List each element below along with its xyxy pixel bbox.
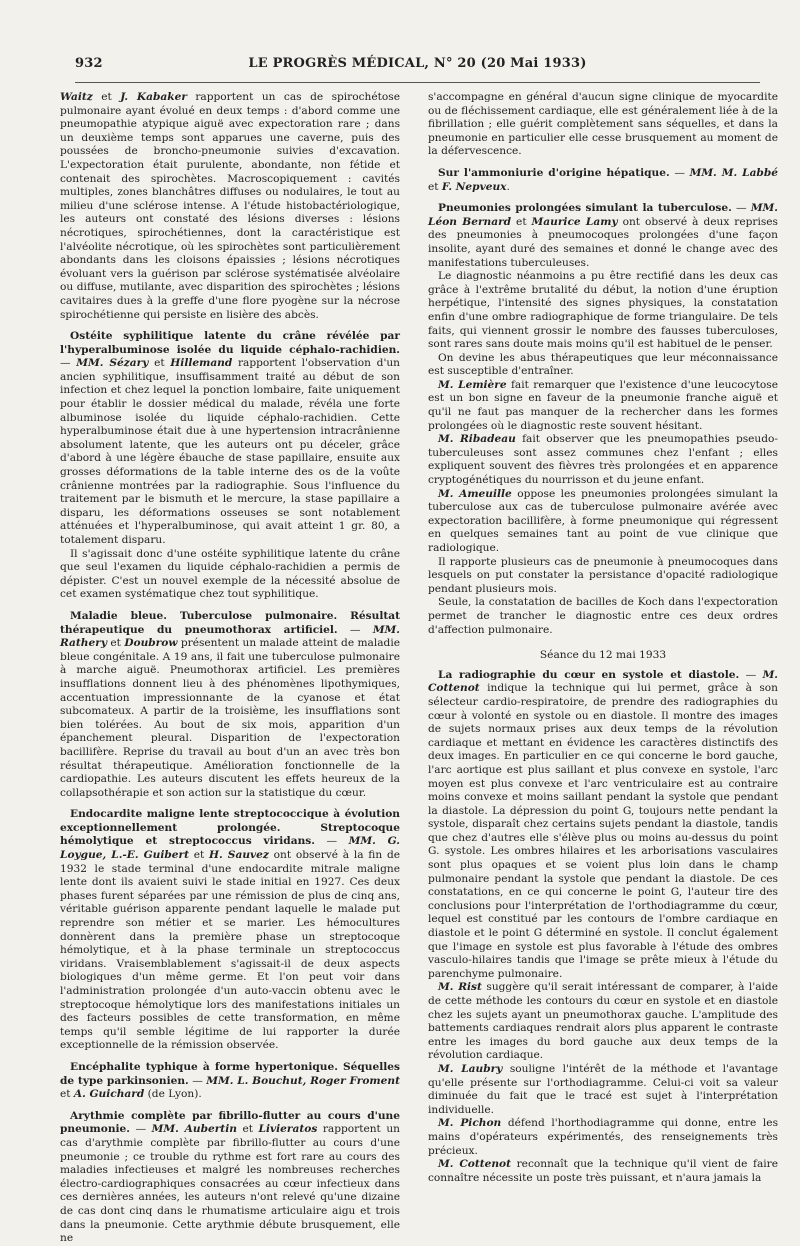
page-header (75, 56, 760, 76)
article-endocardite: Endocardite maligne lente streptococcique à évolution exceptionnellement prolongée. Streptocoque hémolytique et streptococcus viridans. — MM. G. Loygue, L.-E. Guibert et H. Sauvez ont observé à la fin de 1932 le stade terminal d'une endocardite mitrale maligne lente dont ils avaient suivi le stade initial en 1927. Ces deux phases furent séparées par une rémission de plus de cinq ans, véritable guérison apparente pendant laquelle le malade put reprendre son métier et se marier. Les hémocultures donnèrent dans la première phase un streptocoque hémolytique, et à la phase terminale un streptococcus viridans. Vraisemblablement s'agissait-il de deux aspects biologiques d'un même germe. Et l'on peut voir dans l'administration prolongée d'un auto-vaccin obtenu avec le streptocoque hémolytique lors des manifestations initiales un des facteurs possibles de cette transformation, en même temps qu'il semble légitime de lui rapporter la durée exceptionnelle de la rémission observée. (60, 808, 400, 1052)
article-heading: Ostéite syphilitique latente du crâne révélée par l'hyperalbuminose isolée du liquide céphalo-rachidien. (60, 330, 400, 356)
left-column (60, 91, 400, 1246)
article-heading: Arythmie complète par fibrillo-flutter au cours d'une pneumonie. (60, 1109, 400, 1136)
article-heading: Sur l'ammoniurie d'origine hépatique. (438, 166, 670, 179)
paragraph-ribadeau: M. Ribadeau fait observer que les pneumopathies pseudo-tuberculeuses sont assez communes chez l'enfant ; elles expliquent souvent des fièvres très prolongées et en apparence cryptogénétiques du nourrisson et du jeune enfant. (428, 433, 778, 487)
paragraph-waitz: Waitz et J. Kabaker rapportent un cas de spirochétose pulmonaire ayant évolué en deux temps : d'abord comme une pneumopathie atypique aiguë avec expectoration rare ; dans un deuxième temps sont apparues une caverne, puis des poussées de broncho-pneumonie suivies d'excavation. L'expectoration était purulente, abondante, non fétide et contenait des spirochètes. Macroscopiquement : cavités multiples, zones blanchâtres diffuses ou nodulaires, le tout au milieu d'une sclérose intense. A l'étude histobactériologique, les auteurs ont constaté des lésions diverses : lésions nécrotiques, spirochétiennes, dont la caractéristique est l'alvéolite nécrotique, où les spirochètes sont particulièrement abondants dans les cloisons épaissies ; lésions nécrotiques évoluant vers la guérison par sclérose systématisée alvéolaire ou diffuse, mutilante, avec disparition des spirochètes ; lésions cavitaires dues à la greffe d'une flore pyogène sur la nécrose spirochétienne qui persiste en lisière des abcès. (60, 91, 400, 321)
article-radiographie: La radiographie du cœur en systole et diastole. — M. Cottenot indique la technique qui lui permet, grâce à son sélecteur cardio-respiratoire, de prendre des radiographies du cœur à volonté en systole ou en diastole. Il montre des images de sujets normaux prises aux deux temps de la révolution cardiaque et mettant en évidence les caractères distinctifs des deux images. En particulier en ce qui concerne le bord gauche, l'arc aortique est plus saillant et plus convexe en systole, l'arc moyen est plus convexe et l'arc ventriculaire est au contraire moins convexe et moins saillant pendant la systole que pendant la diastole. La dépression du point G, toujours nette pendant la systole, disparaît chez certains sujets pendant la diastole, tandis que chez d'autres elle s'élève plus ou moins au-dessus du point G. systole. Les ombres hilaires et les arborisations vasculaires sont plus opaques et se voient plus loin dans le champ pulmonaire pendant la systole que pendant la diastole. De ces constatations, en ce qui concerne le point G, l'auteur tire des conclusions pour l'interprétation de l'orthodiagramme du cœur, lequel est constitué par les contours de l'ombre cardiaque en diastole et le point G déterminé en systole. Il conclut également que l'image en systole est plus favorable à l'étude des ombres vasculo-hilaires tandis que l'image se prête mieux à l'étude du parenchyme pulmonaire. (428, 668, 778, 980)
article-heading: Pneumonies prolongées simulant la tuberculose. (438, 202, 732, 215)
seance-heading: Séance du 12 mai 1933 (539, 649, 667, 662)
paragraph: Le diagnostic néanmoins a pu être rectifié dans les deux cas grâce à l'extrême brutalité du début, la notion d'une éruption herpétique, l'intensité des signes physiques, la constatation enfin d'une ombre radiographique de forme triangulaire. De tels faits, qui viennent grossir le nombre des fausses tuberculoses, sont rares sans doute mais moins qu'il est habituel de le penser. (428, 270, 778, 351)
paragraph: On devine les abus thérapeutiques que leur méconnaissance est susceptible d'entraîner. (428, 351, 778, 378)
paragraph: Il s'agissait donc d'une ostéite syphilitique latente du crâne que seul l'examen du liquide céphalo-rachidien a permis de dépister. C'est un nouvel exemple de la nécessité absolue de cet examen systématique chez tout syphilitique. (60, 547, 400, 601)
article-encephalite: Encéphalite typhique à forme hypertonique. Séquelles de type parkinsonien. — MM. L. Bouchut, Roger Froment et A. Guichard (de Lyon). (60, 1060, 400, 1101)
header-rule (75, 82, 760, 83)
article-heading: Encéphalite typhique à forme hypertonique. Séquelles de type parkinsonien. (60, 1060, 400, 1087)
article-heading: Endocardite maligne lente streptococcique à évolution exceptionnellement prolongée. Streptocoque hémolytique et streptococcus viridans. (60, 808, 400, 848)
paragraph: s'accompagne en général d'aucun signe clinique de myocardite ou de fléchissement cardiaque, elle est généralement liée à de la fibrillation ; elle guérit complètement sans séquelles, et dans la pneumonie en particulier elle cesse brusquement au moment de la défervescence. (428, 91, 778, 158)
paragraph: Il rapporte plusieurs cas de pneumonie à pneumocoques dans lesquels on put constater la persistance d'opacité radiologique pendant plusieurs mois. (428, 555, 778, 595)
right-column (428, 91, 778, 1185)
article-pneumonies: Pneumonies prolongées simulant la tuberculose. — MM. Léon Bernard et Maurice Lamy ont observé à deux reprises des pneumonies à pneumocoques prolongées d'une façon insolite, ayant duré des semaines et donné le change avec des manifestations tuberculeuses. (428, 202, 778, 269)
paragraph: Seule, la constatation de bacilles de Koch dans l'expectoration permet de trancher le diagnostic entre ces deux ordres d'affection pulmonaire. (428, 596, 778, 636)
article-arythmie: Arythmie complète par fibrillo-flutter au cours d'une pneumonie. — MM. Aubertin et Livieratos rapportent un cas d'arythmie complète par fibrillo-flutter au cours d'une pneumonie ; ce trouble du rythme est fort rare au cours des maladies infectieuses et malgré les nombreuses recherches électro-cardiographiques consacrées au cœur infectieux dans ces dernières années, les auteurs n'ont relevé qu'une dizaine de cas dont cinq dans le rhumatisme articulaire aigu et trois dans la pneumonie. Cette arythmie débute brusquement, elle ne (60, 1109, 400, 1245)
paragraph-ameuille: M. Ameuille oppose les pneumonies prolongées simulant la tuberculose aux cas de tuberculose pulmonaire avérée avec expectoration bacillifère, à forme pneumonique qui régressent en quelques semaines tant au point de vue clinique que radiologique. (428, 487, 778, 554)
paragraph-laubry: M. Laubry souligne l'intérêt de la méthode et l'avantage qu'elle présente sur l'orthodiagramme. Celui-ci voit sa valeur diminuée du fait que le tracé est sujet à l'interprétation individuelle. (428, 1062, 778, 1116)
journal-title: LE PROGRÈS MÉDICAL, N° 20 (20 Mai 1933) (248, 56, 587, 71)
paragraph-rist: M. Rist suggère qu'il serait intéressant de comparer, à l'aide de cette méthode les contours du cœur en systole et en diastole chez les sujets ayant un pneumothorax gauche. L'amplitude des battements cardiaques rendrait alors plus apparent le contraste entre les images du bord gauche aux deux temps de la révolution cardiaque. (428, 981, 778, 1062)
article-heading: Maladie bleue. Tuberculose pulmonaire. Résultat thérapeutique du pneumothorax artificiel. (60, 609, 400, 636)
article-maladie-bleue: Maladie bleue. Tuberculose pulmonaire. Résultat thérapeutique du pneumothorax artificiel. — MM. Rathery et Doubrow présentent un malade atteint de maladie bleue congénitale. A 19 ans, il fait une tuberculose pulmonaire à marche aiguë. Pneumothorax artificiel. Les premières insufflations donnent lieu à des phénomènes lipothymiques, accentuation impressionnante de la cyanose et état subcomateux. A partir de la troisième, les insufflations sont bien tolérées. Au bout de six mois, apparition d'un épanchement pleural. Disparition de l'expectoration bacillifère. Reprise du travail au bout d'un an avec très bon résultat thérapeutique. Amélioration fonctionnelle de la cardiopathie. Les auteurs discutent les effets heureux de la collapsothérapie et son action sur la statistique du cœur. (60, 609, 400, 799)
article-heading: La radiographie du cœur en systole et diastole. (438, 668, 740, 681)
article-ammoniurie: Sur l'ammoniurie d'origine hépatique. — MM. M. Labbé et F. Nepveux. (428, 166, 778, 193)
paragraph-cottenot: M. Cottenot reconnaît que la technique qu'il vient de faire connaître nécessite un poste très puissant, et n'aura jamais la (428, 1158, 778, 1184)
paragraph-pichon: M. Pichon défend l'horthodiagramme qui donne, entre les mains d'opérateurs expérimentés, des renseignements très précieux. (428, 1117, 779, 1157)
article-osteite: Ostéite syphilitique latente du crâne révélée par l'hyperalbuminose isolée du liquide céphalo-rachidien. — MM. Sézary et Hillemand rapportent l'observation d'un ancien syphilitique, insuffisamment traité au début de son infection et chez lequel la ponction lombaire, faite uniquement pour établir le dossier médical du malade, révéla une forte albuminose isolée du liquide céphalo-rachidien. Cette hyperalbuminose était due à une hypertension intracrânienne absolument latente, que les auteurs ont pu déceler, grâce d'abord à une légère ébauche de stase papillaire, ensuite aux grosses déformations de la table interne des os de la voûte crânienne montrées par la radiographie. Sous l'influence du traitement par le bismuth et le mercure, la stase papillaire a disparu, les déformations osseuses se sont notablement atténuées et l'hyperalbuminose, qui avait atteint 1 gr. 80, a totalement disparu. (60, 330, 401, 546)
paragraph-lemiere: M. Lemière fait remarquer que l'existence d'une leucocytose est un bon signe en faveur de la pneumonie franche aiguë et qu'il ne faut pas manquer de la rechercher dans les formes prolongées où le diagnostic reste souvent hésitant. (428, 378, 778, 432)
page-number: 932 (75, 56, 103, 71)
